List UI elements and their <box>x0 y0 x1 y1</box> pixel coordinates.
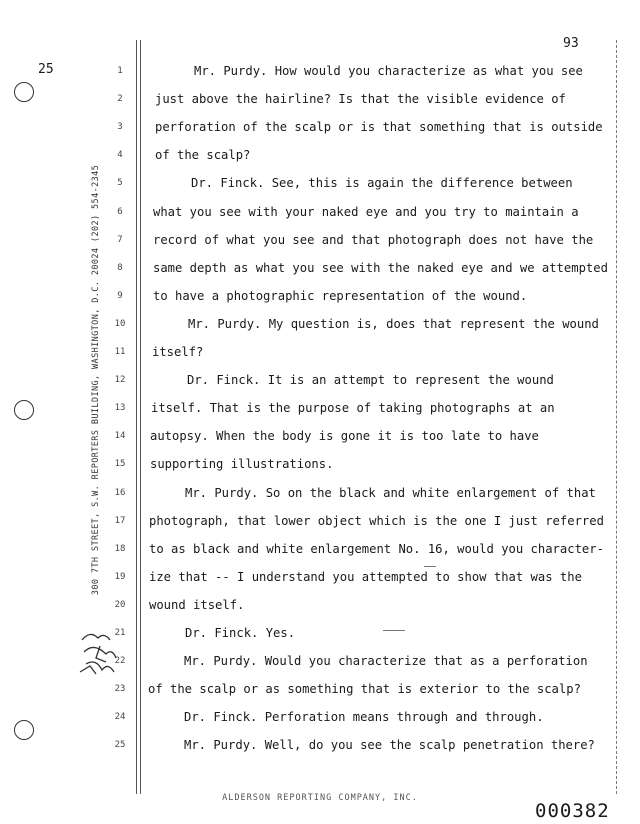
transcript-line: itself? <box>152 345 204 359</box>
line-number: 3 <box>117 122 123 133</box>
binder-hole-bottom <box>14 720 34 740</box>
line-number: 15 <box>114 459 126 470</box>
transcript-line: to as black and white enlargement No. 16, would you character- <box>149 541 604 556</box>
transcript-line: wound itself. <box>149 597 245 612</box>
document-id: 000382 <box>535 800 610 822</box>
line-number: 25 <box>114 740 126 751</box>
line-number: 1 <box>117 66 123 76</box>
line-number: 16 <box>114 487 126 498</box>
transcript-line: itself. That is the purpose of taking photographs at an <box>151 401 555 416</box>
line-number: 2 <box>117 94 123 105</box>
transcript-line: to have a photographic representation of the wound. <box>153 288 528 303</box>
binder-hole-top <box>14 82 34 102</box>
line-number: 22 <box>114 656 126 667</box>
line-number: 23 <box>114 684 126 695</box>
transcript-line: Mr. Purdy. Well, do you see the scalp penetration there? <box>184 738 595 753</box>
transcript-line: ize that -- I understand you attempted to show that was the <box>149 569 582 584</box>
transcript-line: Dr. Finck. Perforation means through and through. <box>184 710 544 725</box>
scratch-mark <box>383 630 405 631</box>
line-number: 8 <box>117 262 123 273</box>
transcript-line: Mr. Purdy. So on the black and white enlargement of that <box>185 485 596 500</box>
transcript-line: perforation of the scalp or is that something that is outside <box>155 120 603 135</box>
transcript-line: Dr. Finck. See, this is again the difference between <box>191 176 573 191</box>
transcript-line: Mr. Purdy. How would you characterize as what you see <box>194 64 583 78</box>
transcript-line: just above the hairline? Is that the visible evidence of <box>155 92 566 107</box>
line-number: 11 <box>114 347 126 357</box>
line-number: 4 <box>117 150 123 161</box>
right-margin-rule <box>616 40 617 794</box>
transcript-line: Dr. Finck. It is an attempt to represent the wound <box>187 373 554 388</box>
line-number: 10 <box>114 318 126 329</box>
transcript-line: photograph, that lower object which is the one I just referred <box>149 513 604 528</box>
transcript-line: Dr. Finck. Yes. <box>185 626 296 640</box>
transcript-line: autopsy. When the body is gone it is too late to have <box>150 429 539 444</box>
footer-company: ALDERSON REPORTING COMPANY, INC. <box>222 793 418 803</box>
line-number: 9 <box>117 290 123 301</box>
line-number: 20 <box>114 599 126 610</box>
line-number: 7 <box>117 234 123 245</box>
page-number: 93 <box>563 36 579 51</box>
line-number: 14 <box>114 431 126 442</box>
transcript-line: same depth as what you see with the naked eye and we attempted <box>153 260 608 275</box>
left-margin-rule-inner <box>140 40 141 794</box>
transcript-line: of the scalp? <box>155 148 251 163</box>
transcript-line: Mr. Purdy. Would you characterize that as a perforation <box>184 654 588 669</box>
transcript-line: of the scalp or as something that is exterior to the scalp? <box>148 682 581 697</box>
binder-hole-middle <box>14 400 34 420</box>
transcript-line: what you see with your naked eye and you try to maintain a <box>153 204 579 219</box>
left-margin-rule <box>136 40 137 794</box>
section-number: 25 <box>38 62 54 77</box>
line-number: 6 <box>117 206 123 217</box>
transcript-line: Mr. Purdy. My question is, does that represent the wound <box>188 316 599 331</box>
line-number: 18 <box>114 543 126 554</box>
line-number: 5 <box>117 178 123 189</box>
transcript-line: supporting illustrations. <box>150 457 334 472</box>
line-number: 21 <box>114 628 126 638</box>
scratch-mark <box>424 566 436 567</box>
line-number: 17 <box>114 515 126 526</box>
line-number: 13 <box>114 403 126 414</box>
line-number: 24 <box>114 712 126 723</box>
line-number: 12 <box>114 375 126 386</box>
line-number: 19 <box>114 571 126 582</box>
side-address-text: 300 7TH STREET, S.W. REPORTERS BUILDING, WASHINGTON, D.C. 20024 (202) 554-2345 <box>91 164 101 596</box>
stamp-mark <box>76 628 122 682</box>
transcript-line: record of what you see and that photograph does not have the <box>153 232 594 247</box>
